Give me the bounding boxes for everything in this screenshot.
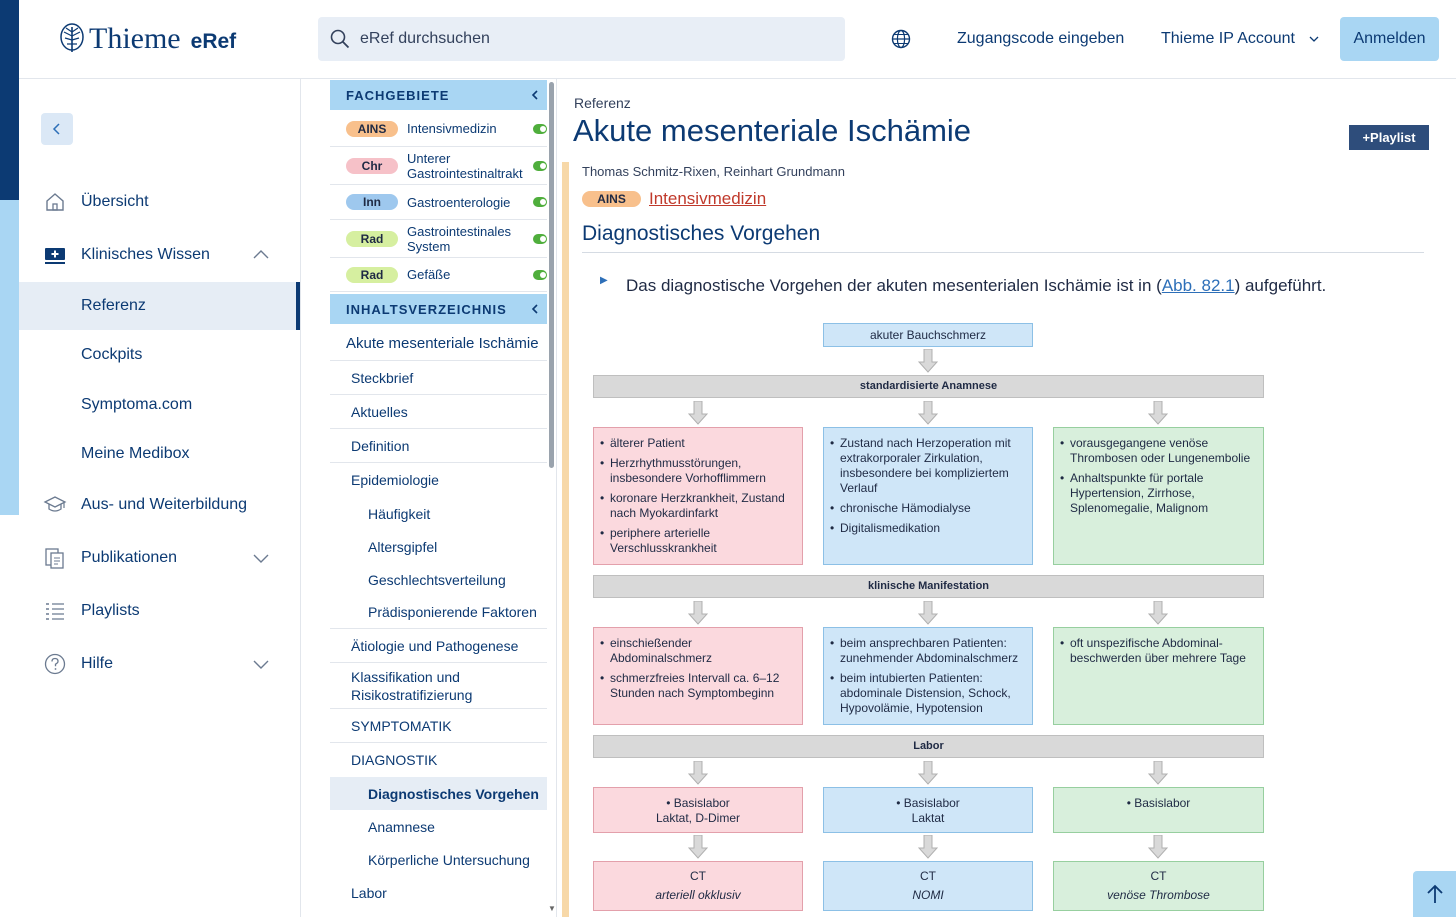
flow-bullet: • beim intubierten Patienten: abdominale Distension, Schock, Hypovolämie, Hypotension bbox=[830, 671, 1026, 716]
sidebar-item-cockpits[interactable] bbox=[19, 331, 300, 379]
toc-item-current[interactable]: Diagnostisches Vorgehen bbox=[330, 777, 547, 810]
down-arrow-icon bbox=[688, 761, 708, 785]
search-box[interactable] bbox=[318, 17, 845, 61]
medical-kit-icon bbox=[43, 243, 67, 267]
diagnostic-flowchart bbox=[593, 323, 1265, 917]
subject-item-gefaesse[interactable] bbox=[330, 258, 547, 292]
subject-badge: AINS bbox=[346, 121, 398, 137]
logo-text: Thieme bbox=[89, 22, 181, 55]
subject-color-bar bbox=[562, 162, 569, 917]
down-arrow-icon bbox=[688, 835, 708, 859]
toc-item[interactable]: Labor bbox=[351, 884, 387, 901]
playlist-button-label: Playlist bbox=[1370, 130, 1416, 145]
sidebar-item-label: Publikationen bbox=[81, 549, 178, 566]
flow-box-start: akuter Bauchschmerz bbox=[823, 323, 1033, 347]
chevron-down-icon bbox=[251, 654, 271, 674]
sidebar-item-label: Klinisches Wissen bbox=[81, 246, 210, 263]
publications-icon bbox=[43, 546, 67, 570]
down-arrow-icon bbox=[918, 401, 938, 425]
account-menu[interactable] bbox=[1161, 30, 1319, 48]
toc-title: INHALTSVERZEICHNIS bbox=[346, 301, 507, 317]
flow-box-labor-arterial bbox=[593, 787, 803, 833]
flow-line: Laktat bbox=[911, 811, 945, 825]
flow-line: • Basislabor bbox=[666, 796, 730, 810]
search-input[interactable] bbox=[360, 30, 800, 48]
sidebar-item-overview[interactable] bbox=[19, 178, 300, 226]
logo[interactable] bbox=[59, 22, 236, 56]
toc-item[interactable]: Akute mesenteriale Ischämie bbox=[330, 326, 547, 361]
flow-bullet: • koronare Herzkrankheit, Zustand nach Myokardinfarkt bbox=[600, 491, 796, 521]
chevron-down-icon bbox=[1309, 34, 1319, 44]
flow-bullet: • vorausgegangene venöse Thrombosen oder Lungenembolie bbox=[1060, 436, 1257, 466]
collapse-sidebar-button[interactable] bbox=[41, 113, 73, 145]
sidebar-item-publications[interactable] bbox=[19, 534, 300, 582]
subject-item-gastrointestinaltrakt[interactable] bbox=[330, 147, 547, 185]
chevron-left-icon bbox=[531, 90, 539, 100]
edge-accent-dark bbox=[0, 0, 19, 200]
paragraph-text: ) aufgeführt. bbox=[1234, 276, 1327, 295]
flow-line: • Basislabor bbox=[1126, 796, 1191, 810]
globe-icon[interactable] bbox=[891, 29, 911, 49]
sidebar-item-clinical-knowledge[interactable] bbox=[19, 231, 300, 279]
toc-item[interactable]: Ätiologie und Pathogenese bbox=[330, 629, 547, 663]
down-arrow-icon bbox=[1148, 835, 1168, 859]
subject-link[interactable]: Intensivmedizin bbox=[649, 189, 767, 208]
flow-bullet: • periphere arterielle Verschlusskrankheit bbox=[600, 526, 796, 556]
chevron-up-icon bbox=[251, 245, 271, 265]
flow-box-clinical-nomi bbox=[823, 627, 1033, 725]
toc-item[interactable]: Prädisponierende Faktoren bbox=[330, 596, 547, 629]
fachgebiete-title: FACHGEBIETE bbox=[346, 87, 450, 103]
toc-item[interactable]: Körperliche Untersuchung bbox=[368, 851, 530, 868]
subject-label: Intensivmedizin bbox=[407, 121, 497, 136]
subject-toggle[interactable] bbox=[533, 124, 547, 134]
toc-item[interactable]: Klassifikation und Risikostratifizierung bbox=[330, 663, 547, 709]
edge-accent-light bbox=[0, 200, 19, 515]
logo-subtext: eRef bbox=[190, 30, 237, 53]
subject-label: Gastroenterologie bbox=[407, 194, 511, 210]
sidebar-item-label: Cockpits bbox=[81, 346, 143, 363]
flow-line: NOMI bbox=[912, 888, 944, 902]
scroll-to-top-button[interactable] bbox=[1413, 871, 1456, 917]
add-playlist-button[interactable] bbox=[1349, 125, 1429, 150]
search-icon bbox=[330, 29, 350, 49]
authors: Thomas Schmitz-Rixen, Reinhart Grundmann bbox=[582, 164, 845, 179]
flow-bullet: • einschießender Abdominalschmerz bbox=[600, 636, 796, 666]
down-arrow-icon bbox=[918, 349, 938, 373]
subject-badge: Rad bbox=[346, 267, 398, 283]
subject-badge: Chr bbox=[346, 158, 398, 174]
access-code-link[interactable]: Zugangscode eingeben bbox=[957, 30, 1125, 47]
toc-item[interactable]: Häufigkeit bbox=[368, 505, 431, 522]
login-button[interactable]: Anmelden bbox=[1340, 17, 1439, 61]
subject-badge: AINS bbox=[582, 191, 641, 207]
down-arrow-icon bbox=[1148, 401, 1168, 425]
panel-scrollbar-thumb[interactable] bbox=[549, 82, 554, 468]
arrow-up-icon bbox=[1426, 884, 1444, 904]
toc-item[interactable]: Definition bbox=[330, 429, 547, 463]
flow-bullet: • schmerzfreies Intervall ca. 6–12 Stunden nach Symptombeginn bbox=[600, 671, 796, 701]
sidebar-item-label: Playlists bbox=[81, 602, 140, 619]
flow-box-ct-arterial bbox=[593, 861, 803, 911]
page-title: Akute mesenteriale Ischämie bbox=[573, 113, 972, 148]
toc-item[interactable]: SYMPTOMATIK bbox=[330, 709, 547, 743]
chevron-down-icon bbox=[251, 548, 271, 568]
flow-box-anamnese-venous bbox=[1053, 427, 1264, 565]
flow-bullet: • oft unspezifische Abdominal-beschwerden über mehrere Tage bbox=[1060, 636, 1257, 666]
sidebar-item-label: Hilfe bbox=[81, 655, 114, 672]
subject-toggle[interactable] bbox=[533, 197, 547, 207]
sidebar-item-label: Meine Medibox bbox=[81, 445, 190, 462]
flow-box-ct-nomi bbox=[823, 861, 1033, 911]
sidebar-item-playlists[interactable] bbox=[19, 587, 300, 635]
sidebar-nav bbox=[19, 79, 301, 917]
down-arrow-icon bbox=[918, 835, 938, 859]
flow-box-labor-nomi bbox=[823, 787, 1033, 833]
help-icon bbox=[43, 652, 67, 676]
down-arrow-icon bbox=[1148, 601, 1168, 625]
graduation-cap-icon bbox=[43, 493, 67, 517]
toc-item[interactable]: Anamnese bbox=[368, 818, 435, 835]
down-arrow-icon bbox=[918, 601, 938, 625]
subject-toggle[interactable] bbox=[533, 161, 547, 171]
flow-bullet: • Digitalismedikation bbox=[830, 521, 1026, 536]
flow-bullet: • chronische Hämodialyse bbox=[830, 501, 1026, 516]
sidebar-item-label: Aus- und Weiterbildung bbox=[81, 496, 248, 513]
sidebar-item-label: Referenz bbox=[81, 297, 146, 314]
toc-header[interactable] bbox=[330, 294, 547, 324]
paragraph bbox=[626, 276, 1326, 296]
subject-badge: Rad bbox=[346, 231, 398, 247]
subject-toggle[interactable] bbox=[533, 234, 547, 244]
chevron-left-icon bbox=[531, 304, 539, 314]
figure-link[interactable]: Abb. 82.1 bbox=[1161, 276, 1235, 295]
toc-item[interactable]: DIAGNOSTIK bbox=[351, 751, 438, 768]
flow-box-anamnese-arterial bbox=[593, 427, 803, 565]
subject-toggle[interactable] bbox=[533, 270, 547, 280]
toc-item[interactable]: Steckbrief bbox=[330, 361, 547, 395]
sidebar-item-label: Übersicht bbox=[81, 193, 149, 210]
main-content bbox=[556, 79, 1456, 917]
flow-bullet: • Herzrhythmusstörungen, insbesondere Vorhofflimmern bbox=[600, 456, 796, 486]
flow-bar-anamnese: standardisierte Anamnese bbox=[593, 375, 1264, 398]
sidebar-item-medibox[interactable] bbox=[19, 430, 300, 478]
subject-badge: Inn bbox=[346, 194, 398, 210]
sidebar-item-label: Symptoma.com bbox=[81, 396, 193, 413]
down-arrow-icon bbox=[688, 401, 708, 425]
down-arrow-icon bbox=[1148, 761, 1168, 785]
flow-bar-clinical: klinische Manifestation bbox=[593, 575, 1264, 598]
flow-line: CT bbox=[920, 869, 936, 883]
breadcrumb[interactable]: Referenz bbox=[574, 95, 631, 111]
flow-box-ct-venous bbox=[1053, 861, 1264, 911]
account-label: Thieme IP Account bbox=[1161, 30, 1295, 47]
flow-line: CT bbox=[1150, 869, 1167, 883]
paragraph-text: Das diagnostische Vorgehen der akuten mesenterialen Ischämie ist in ( bbox=[626, 276, 1162, 295]
down-arrow-icon bbox=[918, 761, 938, 785]
sidebar-item-education[interactable] bbox=[19, 481, 300, 529]
subject-item-gastroenterologie[interactable] bbox=[330, 185, 547, 220]
thieme-tree-icon bbox=[59, 22, 85, 56]
subject-label: Gefäße bbox=[407, 267, 451, 282]
plus-icon: + bbox=[1362, 130, 1371, 145]
flow-bar-labor: Labor bbox=[593, 735, 1264, 758]
subject-label: Gastrointestinales System bbox=[407, 223, 512, 254]
expand-triangle-icon[interactable]: ▶ bbox=[600, 275, 608, 286]
flow-bullet: • Zustand nach Herzoperation mit extrakorporaler Zirkulation, insbesondere bei kompliziertem Verlauf bbox=[830, 436, 1026, 496]
flow-box-anamnese-nomi bbox=[823, 427, 1033, 565]
flow-line: venöse Thrombose bbox=[1107, 888, 1210, 902]
list-icon bbox=[43, 599, 67, 623]
section-heading: Diagnostisches Vorgehen bbox=[582, 222, 1424, 253]
flow-box-clinical-venous bbox=[1053, 627, 1264, 725]
down-arrow-icon bbox=[688, 601, 708, 625]
sidebar-item-reference[interactable] bbox=[19, 282, 300, 330]
side-panel bbox=[330, 79, 558, 917]
flow-line: CT bbox=[690, 869, 706, 883]
flow-box-clinical-arterial bbox=[593, 627, 803, 725]
subject-label: Unterer Gastrointestinaltrakt bbox=[407, 150, 523, 181]
flow-bullet: • älterer Patient bbox=[600, 436, 796, 451]
home-icon bbox=[43, 190, 67, 214]
sidebar-item-help[interactable] bbox=[19, 640, 300, 688]
sidebar-item-symptoma[interactable] bbox=[19, 381, 300, 429]
flow-bullet: • beim ansprechbaren Patienten: zunehmender Abdominalschmerz bbox=[830, 636, 1026, 666]
toc-item[interactable]: Altersgipfel bbox=[368, 538, 438, 555]
fachgebiete-header[interactable] bbox=[330, 80, 547, 110]
subject-item-gastrointestinales-system[interactable] bbox=[330, 220, 547, 258]
flow-box-labor-venous bbox=[1053, 787, 1264, 833]
flow-line: Laktat, D-Dimer bbox=[655, 811, 741, 825]
flow-line: • Basislabor bbox=[896, 796, 960, 810]
chevron-left-icon bbox=[52, 123, 62, 135]
scroll-down-icon[interactable]: ▼ bbox=[548, 904, 556, 913]
flow-line: arteriell okklusiv bbox=[655, 888, 741, 902]
subject-item-intensivmedizin[interactable] bbox=[330, 111, 547, 147]
toc-item[interactable]: Geschlechtsverteilung bbox=[368, 571, 506, 588]
top-header bbox=[19, 0, 1456, 79]
toc-item[interactable]: Epidemiologie bbox=[351, 472, 439, 488]
toc-item[interactable]: Aktuelles bbox=[330, 395, 547, 429]
flow-bullet: • Anhaltspunkte für portale Hypertension, Zirrhose, Splenomegalie, Malignom bbox=[1060, 471, 1257, 516]
